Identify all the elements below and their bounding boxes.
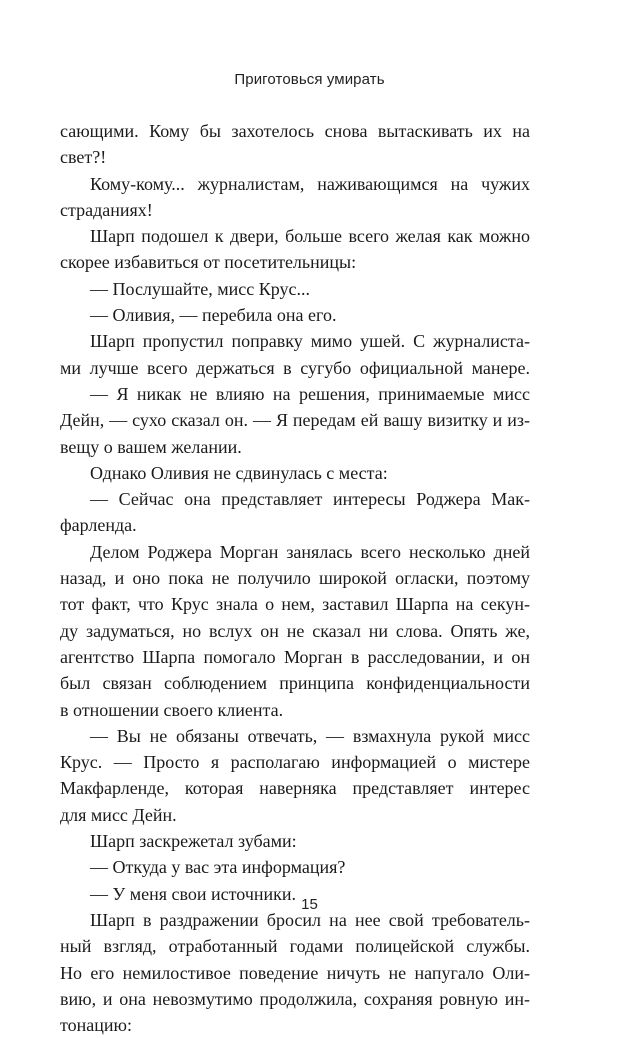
text-line: — Послушайте, мисс Крус...: [90, 278, 311, 299]
text-line: тот факт, что Крус знала о нем, заставил Шарпа на секун-: [60, 594, 530, 615]
text-line: в отношении своего клиента.: [60, 699, 284, 720]
text-line: — Оливия, — перебила она его.: [90, 305, 337, 326]
text-line: Шарп в раздражении бросил на нее свой требователь-: [90, 909, 530, 930]
text-line: страданиях!: [60, 199, 153, 220]
text-line: Делом Роджера Морган занялась всего несколько дней: [90, 541, 530, 562]
text-line: — Откуда у вас эта информация?: [90, 857, 346, 878]
text-line: Макфарленде, которая наверняка представляет интерес: [60, 778, 530, 799]
text-line: ду задуматься, но вслух он не сказал ни слова. Опять же,: [60, 620, 530, 641]
text-line: Шарп подошел к двери, больше всего желая как можно: [90, 226, 530, 247]
text-line: свет?!: [60, 147, 107, 168]
text-line: вещу о вашем желании.: [60, 436, 242, 457]
text-line: Но его немилостивое поведение ничуть не напугало Оли-: [60, 962, 530, 983]
text-line: скорее избавиться от посетительницы:: [60, 252, 357, 273]
text-line: — Сейчас она представляет интересы Роджера Мак-: [90, 489, 530, 510]
text-line: был связан соблюдением принципа конфиденциальности: [60, 673, 530, 694]
text-line: Шарп заскрежетал зубами:: [90, 831, 297, 852]
text-line: агентство Шарпа помогало Морган в расследовании, и он: [60, 646, 530, 667]
text-line: — Вы не обязаны отвечать, — взмахнула рукой мисс: [90, 725, 530, 746]
text-line: Кому-кому... журналистам, наживающимся на чужих: [90, 173, 530, 194]
text-line: Однако Оливия не сдвинулась с места:: [90, 462, 388, 483]
text-line: фарленда.: [60, 515, 137, 536]
text-line: вию, и она невозмутимо продолжила, сохраняя ровную ин-: [60, 988, 530, 1009]
text-line: ми лучше всего держаться в сугубо официальной манере.: [60, 357, 530, 378]
running-head: Приготовься умирать: [234, 71, 385, 88]
text-line: тонацию:: [60, 1015, 132, 1036]
text-line: сающими. Кому бы захотелось снова вытаскивать их на: [60, 121, 530, 141]
page-number: 15: [301, 896, 318, 913]
text-line: — У меня свои источники.: [90, 883, 297, 904]
text-line: Дейн, — сухо сказал он. — Я передам ей вашу визитку и из-: [60, 410, 530, 431]
text-line: ный взгляд, отработанный годами полицейской службы.: [60, 936, 530, 957]
text-line: Крус. — Просто я располагаю информацией о мистере: [60, 752, 530, 773]
text-line: — Я никак не влияю на решения, принимаемые мисс: [90, 383, 530, 404]
text-line: Шарп пропустил поправку мимо ушей. С журналиста-: [90, 331, 530, 352]
text-line: для мисс Дейн.: [60, 804, 177, 825]
text-line: назад, и оно пока не получило широкой огласки, поэтому: [60, 568, 530, 589]
